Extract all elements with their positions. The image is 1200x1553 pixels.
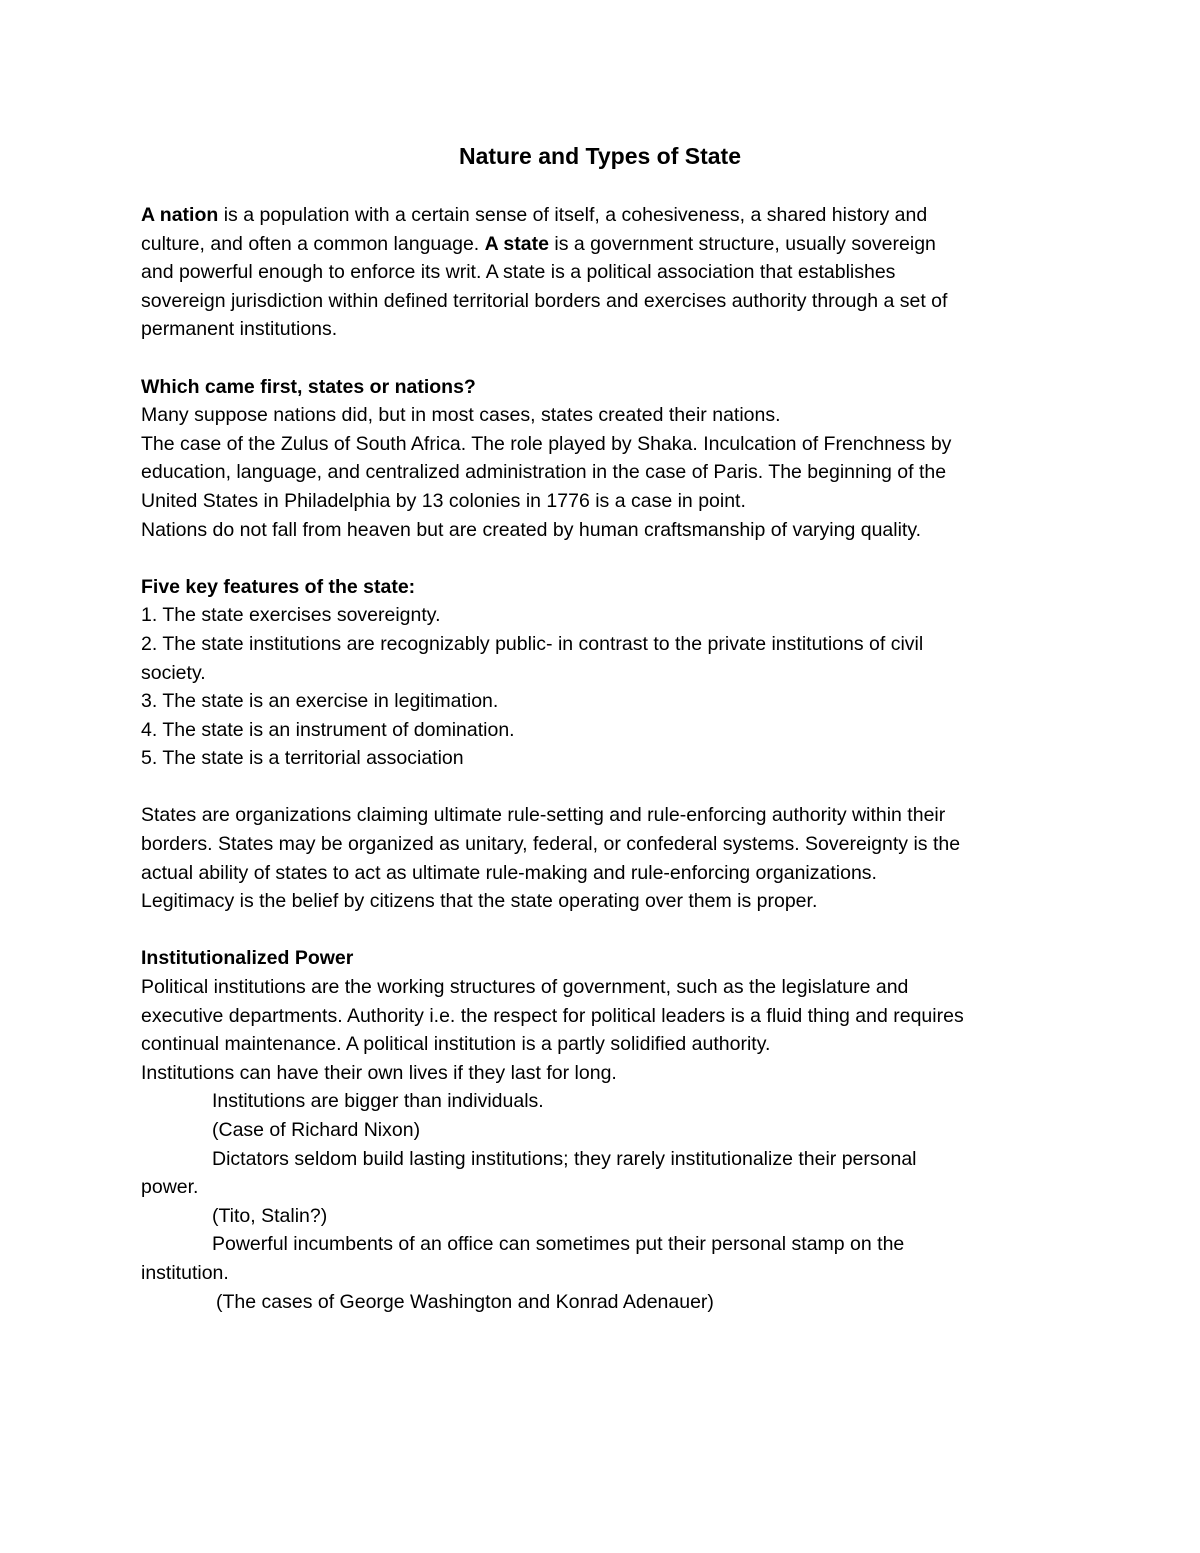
spacer	[141, 773, 1061, 802]
indented-line: Dictators seldom build lasting institutions; they rarely institutionalize their personal	[212, 1147, 917, 1170]
intro-line-2-rest: is a government structure, usually sovereign	[548, 232, 936, 255]
section4-line: executive departments. Authority i.e. the respect for political leaders is a fluid thing and requires	[141, 1004, 964, 1027]
feature-item: 4. The state is an instrument of domination.	[141, 718, 515, 741]
section-heading-first: Which came first, states or nations?	[141, 375, 476, 398]
section3-line: Legitimacy is the belief by citizens that the state operating over them is proper.	[141, 890, 818, 913]
intro-line-4: sovereign jurisdiction within defined territorial borders and exercises authority through a set of	[141, 289, 948, 312]
intro-line-1-text: is a population with a certain sense of itself, a cohesiveness, a shared history and	[218, 204, 928, 226]
section1-line: education, language, and centralized administration in the case of Paris. The beginning of the	[141, 461, 947, 484]
section1-line: Nations do not fall from heaven but are created by human craftsmanship of varying quality.	[141, 518, 922, 541]
section3-line: borders. States may be organized as unitary, federal, or confederal systems. Sovereignty is the	[141, 833, 961, 856]
indented-line-cont: power.	[141, 1176, 199, 1199]
feature-item: 2. The state institutions are recognizably public- in contrast to the private institutions of civil	[141, 632, 924, 655]
page-title: Nature and Types of State	[458, 143, 742, 169]
section4-line: Political institutions are the working structures of government, such as the legislature and	[141, 976, 909, 999]
section3-line: States are organizations claiming ultimate rule-setting and rule-enforcing authority within their	[141, 804, 946, 827]
section3-line: actual ability of states to act as ultimate rule-making and rule-enforcing organizations.	[141, 861, 877, 884]
document-body	[141, 201, 1061, 1316]
indented-line: (The cases of George Washington and Konrad Adenauer)	[216, 1290, 714, 1313]
section1-line: United States in Philadelphia by 13 colonies in 1776 is a case in point.	[141, 489, 746, 512]
feature-item-cont: society.	[141, 661, 206, 684]
section1-line: Many suppose nations did, but in most cases, states created their nations.	[141, 404, 781, 427]
indented-line: Powerful incumbents of an office can sometimes put their personal stamp on the	[212, 1233, 905, 1256]
feature-item: 5. The state is a territorial association	[141, 747, 464, 770]
spacer	[141, 544, 1061, 573]
section4-line: continual maintenance. A political institution is a partly solidified authority.	[141, 1033, 771, 1056]
indented-line: (Tito, Stalin?)	[212, 1204, 328, 1227]
section-heading-features: Five key features of the state:	[141, 575, 416, 598]
intro-line-2-start: culture, and often a common language.	[141, 232, 485, 255]
intro-line-3: and powerful enough to enforce its writ. A state is a political association that establishes	[141, 261, 896, 284]
feature-item: 1. The state exercises sovereignty.	[141, 604, 441, 627]
intro-line-1	[141, 201, 1061, 230]
nation-term: A nation	[141, 204, 219, 226]
state-term: A state	[484, 232, 549, 255]
spacer	[141, 344, 1061, 373]
indented-line: Institutions are bigger than individuals.	[212, 1090, 544, 1113]
intro-line-2	[141, 230, 1061, 259]
feature-item: 3. The state is an exercise in legitimation.	[141, 690, 499, 713]
intro-line-5: permanent institutions.	[141, 318, 338, 341]
spacer	[141, 916, 1061, 945]
section4-line: Institutions can have their own lives if they last for long.	[141, 1061, 617, 1084]
indented-line: (Case of Richard Nixon)	[212, 1119, 421, 1141]
section1-line: The case of the Zulus of South Africa. The role played by Shaka. Inculcation of Frenchness by	[141, 432, 952, 455]
indented-line-cont: institution.	[141, 1261, 229, 1284]
section-heading-institutionalized: Institutionalized Power	[141, 947, 354, 970]
